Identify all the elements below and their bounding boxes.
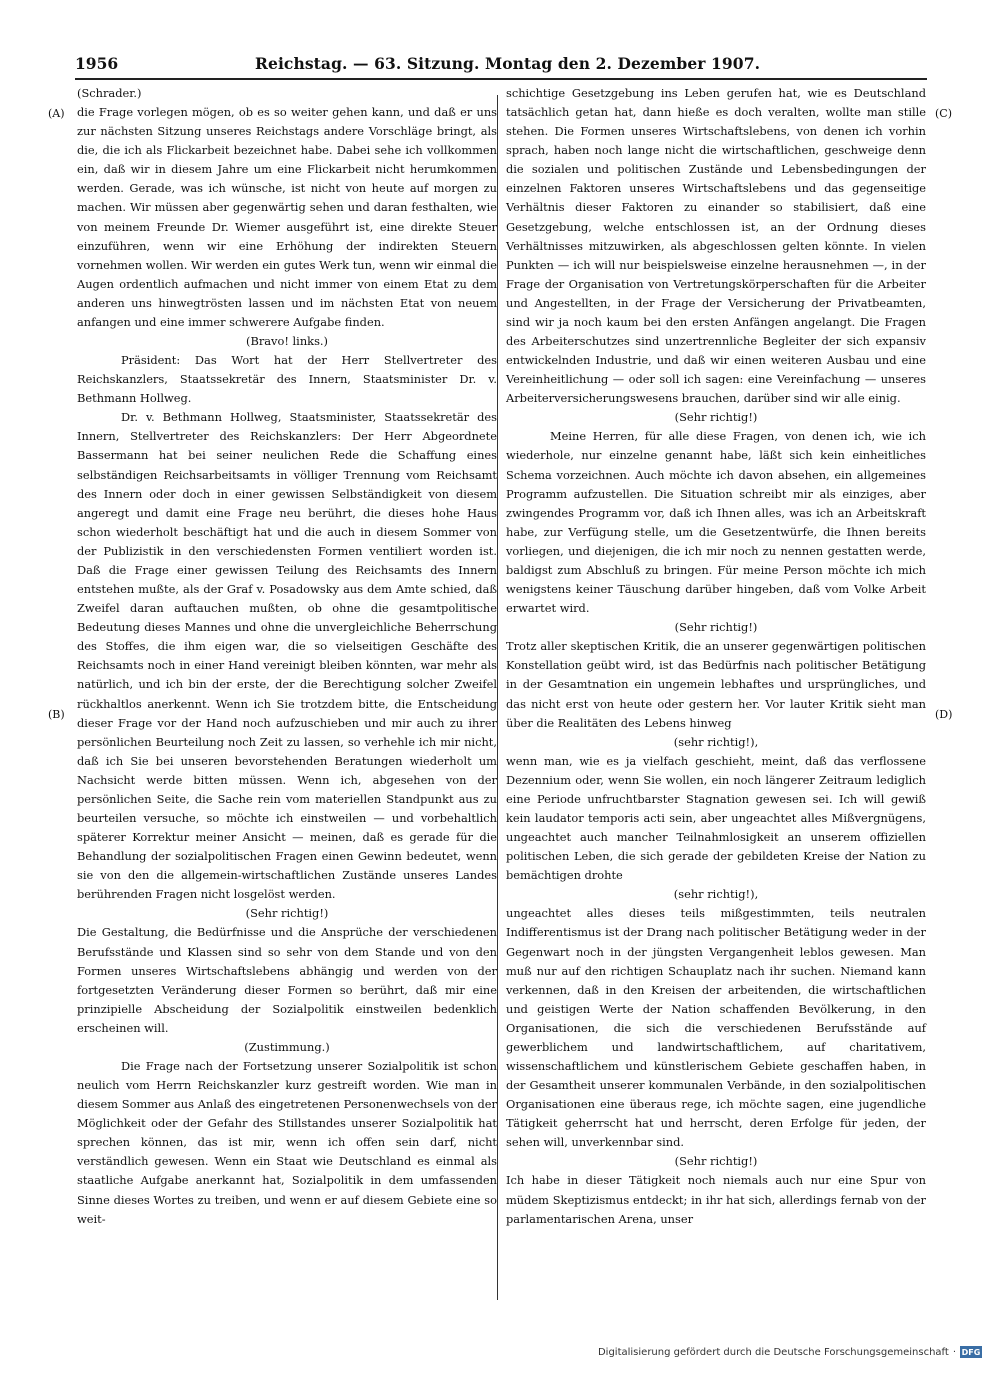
president-announcement: Präsident: Das Wort hat der Herr Stellvertreter des Reichskanzlers, Staatssekretär des Innern, Staatsminister Dr. v. Bethmann Hollweg. — [77, 353, 497, 406]
footer-separator: · — [952, 1346, 956, 1358]
interjection: (Zustimmung.) — [244, 1039, 330, 1054]
paragraph: wenn man, wie es ja vielfach geschieht, meint, daß das verflossene Dezennium oder, wenn Sie wollen, ein noch längerer Zeitraum lediglich eine Periode unfruchtbarster Stagnation gewesen sei. Ich will gewiß kein laudator temporis acti sein, aber ungeachtet alles Mißvergnügens, ungeachtet auch mancher Teilnahmlosigkeit an unserem offiziellen politischen Leben, die sich gerade der gebildeten Kreise der Nation zu bemächtigen drohte — [506, 753, 926, 883]
page-number: 1956 — [75, 54, 119, 73]
margin-marker-c: (C) — [935, 107, 952, 120]
footer-text: Digitalisierung gefördert durch die Deutsche Forschungsgemeinschaft — [597, 1346, 949, 1358]
right-column — [506, 84, 926, 1229]
interjection: (sehr richtig!), — [673, 734, 759, 749]
paragraph: Trotz aller skeptischen Kritik, die an unserer gegenwärtigen politischen Konstellation geübt wird, ist das Bedürfnis nach politischer Betätigung in der Gesamtnation ein ungemein lebhaftes und ursprüngliches, und das nicht erst von heute oder gestern her. Vor lauter Kritik sieht man über die Realitäten des Lebens hinweg — [506, 639, 926, 730]
margin-marker-d: (D) — [935, 708, 953, 721]
speaker-tag: (Schrader.) — [77, 86, 142, 100]
paragraph: die Frage vorlegen mögen, ob es so weiter gehen kann, und daß er uns zur nächsten Sitzung unseres Reichstags andere Vorschläge bringt, als die, die ich als Flickarbeit bezeichnet habe. Dabei sehe ich vollkommen ein, daß wir in diesem Jahre um eine Flickarbeit nicht herumkommen werden. Gerade, was ich wünsche, ist nicht von heute auf morgen zu machen. Wir müssen aber gegenwärtig sehen und daran festhalten, wie von meinem Freunde Dr. Wiemer ausgeführt ist, eine direkte Steuer einzuführen, wenn wir eine Erhöhung der indirekten Steuern vornehmen wollen. Wir werden ein gutes Werk tun, wenn wir einmal die Augen ordentlich aufmachen und nicht immer von einem Etat zu dem anderen uns hinwegtrösten lassen und im nächsten Etat von neuem anfangen und eine immer schwerere Aufgabe finden. — [77, 105, 497, 329]
running-title: Reichstag. — 63. Sitzung. Montag den 2. Dezember 1907. — [255, 54, 761, 73]
interjection: (Sehr richtig!) — [674, 1154, 758, 1169]
digitization-footer — [598, 1345, 982, 1359]
interjection: (sehr richtig!), — [673, 887, 759, 902]
interjection: (Sehr richtig!) — [245, 906, 329, 921]
page-header — [75, 54, 761, 76]
paragraph: schichtige Gesetzgebung ins Leben gerufen hat, wie es Deutschland tatsächlich getan hat, dann hieße es doch veralten, wollte man stille stehen. Die Formen unseres Wirtschaftslebens, von denen ich vorhin sprach, haben noch lange nicht die wirtschaftlichen, geschweige denn die sozialen und politischen Zustände und Lebensbedingungen der einzelnen Faktoren unseres Wirtschaftslebens und das gegenseitige Verhältnis dieser Faktoren zu einander so stabilisiert, daß eine Gesetzgebung, welche entschlossen ist, an der Ordnung dieses Verhältnisses mitzuwirken, als abgeschlossen gelten könnte. In vielen Punkten — ich will nur beispielsweise einzelne herausnehmen —, in der Frage der Organisation von Vertretungskörperschaften für die Arbeiter und Angestellten, in der Frage der Versicherung der Privatbeamten, sind wir ja noch kaum bei den ersten Anfängen angelangt. Die Fragen des Arbeiterschutzes sind unzertrennliche Begleiter der sich expansiv entwickelnden Industrie, und daß wir einen weiteren Ausbau und eine Vereinheitlichung — oder soll ich sagen: eine Vereinfachung — unseres Arbeiterversicherungswesens brauchen, darüber sind wir alle einig. — [506, 86, 926, 406]
interjection: (Bravo! links.) — [246, 334, 328, 349]
margin-marker-a: (A) — [48, 107, 65, 120]
paragraph: Ich habe in dieser Tätigkeit noch niemals auch nur eine Spur von müdem Skeptizismus entdeckt; in ihr hat sich, allerdings fernab von der parlamentarischen Arena, unser — [506, 1173, 926, 1226]
speech-paragraph: Dr. v. Bethmann Hollweg, Staatsminister, Staatssekretär des Innern, Stellvertreter des Reichskanzlers: Der Herr Abgeordnete Bassermann hat bei seiner neulichen Rede die Schaffung eines selbständigen Reichsarbeitsamts in völliger Trennung vom Reichsamt des Innern oder doch in einer gewissen Selbständigkeit von diesem angeregt und damit eine Frage neu berührt, die dieses hohe Haus schon wiederholt beschäftigt hat und die auch in diesem Sommer von der Publizistik in den verschiedensten Formen ventiliert worden ist. Daß die Frage einer gewissen Teilung des Reichsamts des Innern entstehen mußte, als der Graf v. Posadowsky aus dem Amte schied, daß Zweifel daran auftauchen mußten, ob ohne die gesamtpolitische Bedeutung dieses Mannes und ohne die unvergleichliche Beherrschung des Stoffes, die ihm eigen war, die so vielseitigen Geschäfte des Reichsamts noch in einer Hand vereinigt bleiben könnten, war mehr als natürlich, und ich bin der erste, der die Berechtigung solcher Zweifel rückhaltlos anerkennt. Wenn ich Sie trotzdem bitte, die Entscheidung dieser Frage vor der Hand noch aufzuschieben und mir auch zu ihrer persönlichen Beurteilung noch Zeit zu lassen, so verhehle ich mir nicht, daß ich Sie bei unseren bevorstehenden Beratungen wiederholt um Nachsicht werde bitten müssen. Wenn ich, abgesehen von der persönlichen Seite, die Sache rein vom materiellen Standpunkt aus zu beurteilen versuche, so möchte ich einstweilen — und vorbehaltlich späterer Korrektur meiner Ansicht — meinen, daß es gerade für die Behandlung der sozialpolitischen Fragen einen Gewinn bedeutet, wenn sie von den die allgemein-wirtschaftlichen Zustände unseres Landes berührenden Fragen nicht losgelöst werden. — [77, 410, 497, 902]
paragraph: Die Gestaltung, die Bedürfnisse und die Ansprüche der verschiedenen Berufsstände und Klassen sind so sehr von dem Stande und von den Formen unseres Wirtschaftslebens abhängig und werden von der fortgesetzten Veränderung dieser Formen so berührt, daß mir eine prinzipielle Abscheidung der Sozialpolitik einstweilen bedenklich erscheinen will. — [77, 925, 497, 1035]
paragraph: Die Frage nach der Fortsetzung unserer Sozialpolitik ist schon neulich vom Herrn Reichskanzler kurz gestreift worden. Wie man in diesem Sommer aus Anlaß des eingetretenen Personenwechsels von der Möglichkeit oder der Gefahr des Stillstandes unserer Sozialpolitik hat sprechen können, das ist mir, wenn ich offen sein darf, nicht verständlich gewesen. Wenn ein Staat wie Deutschland es einmal als staatliche Aufgabe anerkannt hat, Sozialpolitik in dem umfassenden Sinne dieses Wortes zu treiben, und wenn er auf diesem Gebiete eine so weit- — [77, 1058, 497, 1226]
left-column — [77, 84, 497, 1229]
interjection: (Sehr richtig!) — [674, 620, 758, 635]
margin-marker-b: (B) — [48, 708, 65, 721]
column-divider — [497, 95, 498, 1300]
paragraph: ungeachtet alles dieses teils mißgestimmten, teils neutralen Indifferentismus ist der Drang nach politischer Betätigung weder in der Gegenwart noch in der jüngsten Vergangenheit leblos gewesen. Man muß nur auf den richtigen Schauplatz nach ihr suchen. Niemand kann verkennen, daß in den Kreisen der arbeitenden, die wirtschaftlichen und geistigen Werte der Nation schaffenden Bevölkerung, in den Organisationen, die sich die verschiedenen Berufsstände auf gewerblichem und landwirtschaftlichem, auf charitativem, wissenschaftlichem und künstlerischem Gebiete geschaffen haben, in der Gesamtheit unserer kommunalen Verbände, in den sozialpolitischen Organisationen eine überaus rege, ich möchte sagen, eine jugendliche Tätigkeit geherrscht hat und herrscht, deren Erfolge für jeden, der sehen will, unverkennbar sind. — [506, 906, 926, 1150]
interjection: (Sehr richtig!) — [674, 410, 758, 425]
paragraph: Meine Herren, für alle diese Fragen, von denen ich, wie ich wiederhole, nur einzelne genannt habe, läßt sich kein einheitliches Schema vorzeichnen. Auch möchte ich davon absehen, ein allgemeines Programm aufzustellen. Die Situation schreibt mir als einziges, aber zwingendes Programm vor, daß ich Ihnen alles, was ich an Arbeitskraft habe, zur Verfügung stelle, um die Gesetzentwürfe, die Ihnen bereits vorliegen, und diejenigen, die ich mir noch zu nennen gestatten werde, baldigst zum Abschluß zu bringen. Für meine Person möchte ich mich wenigstens keiner Täuschung darüber hingeben, daß vom Volke Arbeit erwartet wird. — [506, 429, 926, 616]
header-rule — [75, 78, 927, 80]
dfg-logo: DFG — [961, 1347, 981, 1357]
